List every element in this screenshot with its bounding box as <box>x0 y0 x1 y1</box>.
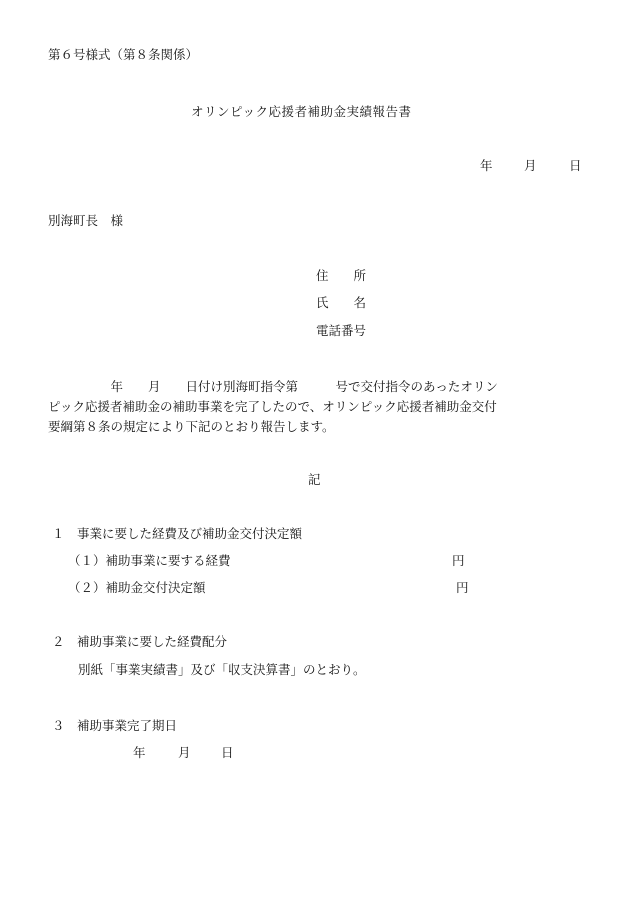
section-1-item-1-label: （１）補助事業に要する経費 <box>68 553 231 568</box>
phone-label: 電話番号 <box>316 323 367 338</box>
completion-date-year: 年 <box>133 745 146 760</box>
section-1-item-2-unit: 円 <box>456 580 469 595</box>
report-date-month: 月 <box>524 158 537 173</box>
section-1-item-1-unit: 円 <box>452 553 465 568</box>
document-title: オリンピック応援者補助金実績報告書 <box>191 104 412 119</box>
ki-heading: 記 <box>308 472 321 487</box>
report-date-year: 年 <box>480 158 493 173</box>
report-body-paragraph <box>48 377 582 437</box>
completion-date-month: 月 <box>178 745 191 760</box>
addressee: 別海町長 様 <box>48 213 124 228</box>
section-2-body: 別紙「事業実績書」及び「収支決算書」のとおり。 <box>78 662 366 677</box>
report-date-day: 日 <box>569 158 582 173</box>
body-line: ピック応援者補助金の補助事業を完了したので、オリンピック応援者補助金交付 <box>48 399 497 414</box>
address-label: 住 所 <box>316 268 367 283</box>
name-label: 氏 名 <box>316 295 367 310</box>
section-3-title: ３ 補助事業完了期日 <box>52 718 178 733</box>
section-1-title: １ 事業に要した経費及び補助金交付決定額 <box>52 526 303 541</box>
completion-date-day: 日 <box>221 745 234 760</box>
body-line: 要綱第８条の規定により下記のとおり報告します。 <box>48 419 335 434</box>
body-line: 年 月 日付け別海町指令第 号で交付指令のあったオリン <box>48 379 498 394</box>
section-2-title: ２ 補助事業に要した経費配分 <box>52 634 228 649</box>
section-1-item-2-label: （２）補助金交付決定額 <box>68 580 206 595</box>
form-number: 第６号様式（第８条関係） <box>48 47 199 62</box>
